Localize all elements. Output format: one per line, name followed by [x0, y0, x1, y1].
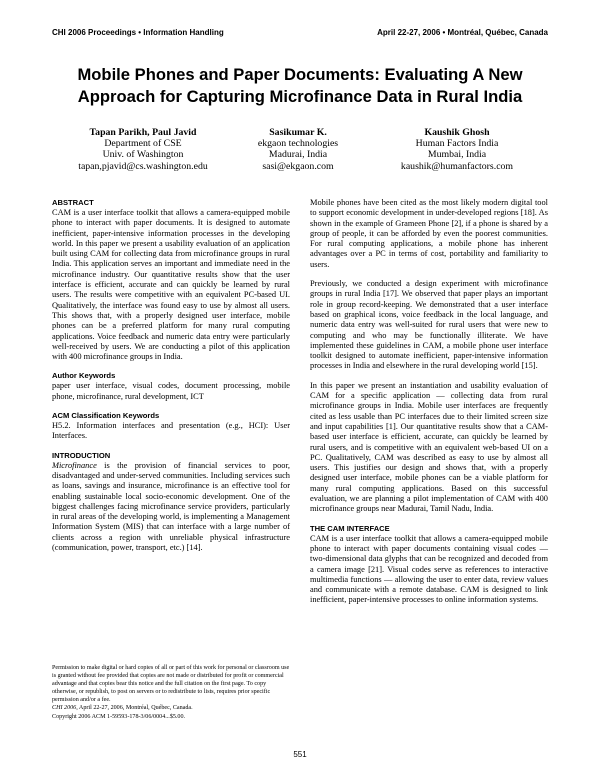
author-email: sasi@ekgaon.com	[262, 160, 334, 172]
author-affiliation: Department of CSE	[104, 138, 182, 150]
author-name: Tapan Parikh, Paul Javid	[89, 127, 197, 138]
author-location: Mumbai, India	[427, 149, 487, 161]
author-email: kaushik@humanfactors.com	[400, 160, 514, 172]
introduction-heading: INTRODUCTION	[52, 450, 111, 460]
permission-text: Permission to make digital or hard copies of all or part of this work for personal or classroom use is granted without fee provided that copies are not made or distributed for profit or commercial advantage and that copies bear this notice and the full citation on the first page. To copy otherwise, or republish, to post on servers or to redistribute to lists, requires prior specific permission and/or a fee.	[52, 665, 290, 704]
abstract-heading: ABSTRACT	[52, 198, 94, 207]
running-header	[52, 28, 548, 40]
page-number: 551	[293, 750, 307, 759]
paper-title	[52, 64, 548, 108]
header-left: CHI 2006 Proceedings • Information Handling	[52, 28, 224, 37]
author-location: Madurai, India	[268, 149, 328, 161]
permission-venue-line	[52, 704, 292, 712]
author-affiliation: Human Factors India	[415, 138, 499, 150]
title-line-1: Mobile Phones and Paper Documents: Evaluating A New	[77, 65, 523, 84]
permission-venue-rest: , April 22-27, 2006, Montréal, Québec, Canada.	[76, 705, 193, 712]
permission-venue: CHI 2006	[52, 705, 77, 712]
title-line-2: Approach for Capturing Microfinance Data in Rural India	[77, 87, 523, 106]
author-name: Kaushik Ghosh	[424, 127, 490, 138]
acm-classification-heading: ACM Classification Keywords	[52, 411, 160, 421]
author-1	[72, 127, 214, 172]
author-keywords-text: paper user interface, visual codes, document processing, mobile phone, microfinance, rural development, ICT	[52, 381, 290, 401]
right-paragraph-4: CAM is a user interface toolkit that allows a camera-equipped mobile phone to interact with paper documents containing visual codes — two-dimensional data glyphs that can be recognized and decoded from a camera image [21]. Visual codes serve as references to interactive multimedia functions — allowing the user to enter data, review values and communicate with a remote database. CAM is designed to link inefficient, paper-intensive processes to online information systems.	[310, 533, 548, 605]
author-location: Univ. of Washington	[102, 149, 184, 161]
introduction-term: Microfinance	[52, 460, 97, 470]
cam-interface-heading: THE CAM INTERFACE	[310, 523, 390, 533]
header-right: April 22-27, 2006 • Montréal, Québec, Canada	[377, 28, 548, 37]
author-3	[382, 127, 532, 172]
right-paragraph-2: Previously, we conducted a design experiment with microfinance groups in rural India [17]. We observed that paper plays an important role in group record-keeping. We demonstrated that a user interface based on graphical icons, voice feedback in the local language, and numeric data entry was well-suited for rural users that were new to computing and who may be functionally illiterate. We have implemented these guidelines in CAM, a mobile phone user interface toolkit designed to automate inefficient, paper-intensive information processes in India and elsewhere in the rural developing world [15].	[310, 279, 548, 371]
author-keywords-heading: Author Keywords	[52, 371, 116, 381]
author-affiliation: ekgaon technologies	[257, 138, 339, 150]
right-column	[310, 198, 548, 606]
author-2	[238, 127, 358, 172]
right-paragraph-3: In this paper we present an instantiation and usability evaluation of CAM for a specific application — collecting data from rural microfinance groups in India. Mobile user interfaces are frequently cited as less usable than PC interfaces due to their limited screen size and input capabilities [1]. Our quantitative results show that a CAM-based user interface is efficient, accurate, can quickly be learned by rural users, and is competitive with an equivalent web-based UI on a PC. Qualitatively, CAM was described as easy to use by almost all users. This justifies our design and shows that, with a properly designed user interface, mobile phones can be a viable platform for many rural computing applications. Based on this successful evaluation, we are planning a pilot implementation of CAM with 400 microfinance groups near Madurai, Tamil Nadu, India.	[310, 380, 548, 514]
introduction-body: is the provision of financial services to poor, disadvantaged and under-served communities. Including services such as loans, savings and insurance, microfinance is an effective tool for enabling sustainable local socio-economic development. One of the biggest challenges facing microfinance service providers, particularly in rural areas of the developing world, is implementing a Management Information System (MIS) that can interface with a large number of clients across a region with unreliable physical infrastructure (communication, power, transport, etc.) [14].	[52, 460, 290, 553]
permission-notice	[52, 664, 292, 721]
author-name: Sasikumar K.	[269, 127, 327, 138]
permission-copyright: Copyright 2006 ACM 1-59593-178-3/06/0004...$5.00.	[52, 713, 186, 720]
abstract-text: CAM is a user interface toolkit that allows a camera-equipped mobile phone to interact with paper documents. It is designed to automate inefficient, paper-intensive information processes in the developing world. In this paper we present a usability evaluation of an application built using CAM for collecting data from microfinance groups in rural India. This application serves an important and immediate need in the microfinance industry. Our quantitative results show that the user interface is efficient, accurate and can quickly be learned by rural users. The results were competitive with an equivalent PC-based UI. Qualitatively, the interface was found easy to use by almost all users. This shows that, with a properly designed user interface, mobile phones can be a preferred platform for many rural computing applications. Voice feedback and numeric data entry were particularly well-received by users. We are conducting a pilot of this application with 400 microfinance groups in India.	[52, 208, 290, 362]
author-email: tapan,pjavid@cs.washington.edu	[78, 160, 208, 172]
acm-classification-text: H5.2. Information interfaces and presentation (e.g., HCI): User Interfaces.	[52, 421, 290, 441]
right-paragraph-1: Mobile phones have been cited as the most likely modern digital tool to support economic development in under-developed regions [18]. As shown in the example of Grameen Phone [2], if a phone is shared by a group of people, it can be afforded by even the poorest communities. For rural computing applications, a mobile phone has inherent advantages over a PC in terms of cost, portability and familiarity to users.	[310, 198, 548, 269]
introduction-text	[52, 461, 290, 554]
left-column	[52, 198, 290, 553]
